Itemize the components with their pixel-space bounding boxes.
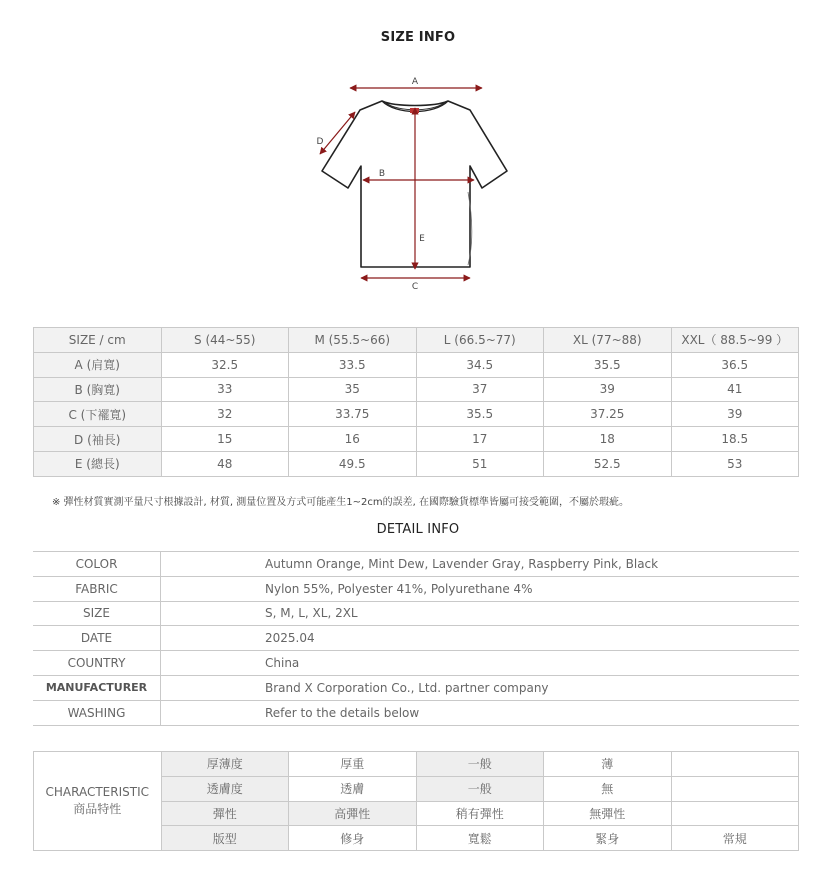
characteristic-attr: 彈性 xyxy=(161,801,289,826)
detail-value-fabric: Nylon 55%, Polyester 41%, Polyurethane 4% xyxy=(161,576,800,601)
size-value: 51 xyxy=(416,451,544,476)
characteristic-label-en: CHARACTERISTIC xyxy=(45,785,149,800)
size-col-header: L (66.5~77) xyxy=(416,328,544,353)
size-value: 33.5 xyxy=(289,352,417,377)
characteristic-option-selected: 一般 xyxy=(416,776,544,801)
detail-value-size: S, M, L, XL, 2XL xyxy=(161,601,800,626)
characteristic-label-zh: 商品特性 xyxy=(73,802,122,817)
table-row xyxy=(33,601,799,626)
size-value: 34.5 xyxy=(416,352,544,377)
size-col-header: XL (77~88) xyxy=(544,328,672,353)
size-value: 35 xyxy=(289,377,417,402)
table-row xyxy=(33,651,799,676)
detail-value-country: China xyxy=(161,651,800,676)
table-row xyxy=(33,626,799,651)
characteristic-attr: 厚薄度 xyxy=(161,752,289,777)
characteristic-attr: 版型 xyxy=(161,826,289,851)
size-col-header: SIZE / cm xyxy=(34,328,162,353)
characteristic-attr: 透膚度 xyxy=(161,776,289,801)
size-value: 49.5 xyxy=(289,451,417,476)
table-row xyxy=(34,451,799,476)
size-value: 48 xyxy=(161,451,289,476)
characteristic-option: 厚重 xyxy=(289,752,417,777)
detail-label-country: COUNTRY xyxy=(33,651,161,676)
detail-value-date: 2025.04 xyxy=(161,626,800,651)
characteristic-option: 稍有彈性 xyxy=(416,801,544,826)
detail-label-color: COLOR xyxy=(33,552,161,577)
size-value: 32 xyxy=(161,402,289,427)
size-value: 33 xyxy=(161,377,289,402)
size-value: 41 xyxy=(671,377,799,402)
size-table-header-row xyxy=(34,328,799,353)
size-value: 37 xyxy=(416,377,544,402)
table-row xyxy=(34,402,799,427)
detail-label-date: DATE xyxy=(33,626,161,651)
size-table xyxy=(33,327,799,477)
table-row xyxy=(34,427,799,452)
characteristic-option: 緊身 xyxy=(544,826,672,851)
size-value: 33.75 xyxy=(289,402,417,427)
measurement-label: D (袖長) xyxy=(34,427,162,452)
characteristic-option-selected: 一般 xyxy=(416,752,544,777)
size-value: 16 xyxy=(289,427,417,452)
size-value: 18.5 xyxy=(671,427,799,452)
characteristic-option xyxy=(671,801,799,826)
characteristic-option: 薄 xyxy=(544,752,672,777)
detail-info-title: DETAIL INFO xyxy=(376,522,460,537)
table-row xyxy=(34,352,799,377)
size-value: 53 xyxy=(671,451,799,476)
characteristic-option: 無彈性 xyxy=(544,801,672,826)
detail-label-manufacturer: MANUFACTURER xyxy=(33,675,161,700)
detail-value-color: Autumn Orange, Mint Dew, Lavender Gray, Raspberry Pink, Black xyxy=(161,552,800,577)
diagram-label-e: E xyxy=(419,234,425,244)
characteristic-option xyxy=(671,776,799,801)
diagram-label-b: B xyxy=(378,169,386,179)
size-value: 52.5 xyxy=(544,451,672,476)
detail-label-washing: WASHING xyxy=(33,700,161,725)
measurement-label: C (下襬寬) xyxy=(34,402,162,427)
size-value: 39 xyxy=(544,377,672,402)
measurement-label: B (胸寬) xyxy=(34,377,162,402)
characteristic-option: 修身 xyxy=(289,826,417,851)
size-col-header: M (55.5~66) xyxy=(289,328,417,353)
size-value: 18 xyxy=(544,427,672,452)
detail-label-size: SIZE xyxy=(33,601,161,626)
characteristic-option: 常規 xyxy=(671,826,799,851)
detail-value-manufacturer: Brand X Corporation Co., Ltd. partner company xyxy=(161,675,800,700)
detail-label-fabric: FABRIC xyxy=(33,576,161,601)
table-row xyxy=(33,552,799,577)
diagram-label-a: A xyxy=(411,77,419,87)
characteristic-option: 寬鬆 xyxy=(416,826,544,851)
table-row xyxy=(33,700,799,725)
size-value: 35.5 xyxy=(416,402,544,427)
characteristic-table xyxy=(33,751,799,851)
diagram-label-d: D xyxy=(316,137,324,147)
diagram-label-c: C xyxy=(411,282,419,292)
tshirt-measurement-diagram xyxy=(300,70,530,295)
table-row xyxy=(34,752,799,777)
size-value: 39 xyxy=(671,402,799,427)
measurement-label: A (肩寬) xyxy=(34,352,162,377)
characteristic-option xyxy=(671,752,799,777)
size-value: 17 xyxy=(416,427,544,452)
size-col-header: S (44~55) xyxy=(161,328,289,353)
table-row xyxy=(33,576,799,601)
characteristic-label xyxy=(34,752,162,851)
table-row xyxy=(33,675,799,700)
size-value: 35.5 xyxy=(544,352,672,377)
characteristic-option: 透膚 xyxy=(289,776,417,801)
measurement-label: E (總長) xyxy=(34,451,162,476)
detail-value-washing: Refer to the details below xyxy=(161,700,800,725)
size-value: 36.5 xyxy=(671,352,799,377)
size-value: 37.25 xyxy=(544,402,672,427)
size-value: 32.5 xyxy=(161,352,289,377)
table-row xyxy=(34,377,799,402)
measurement-note: ※ 彈性材質實測平量尺寸根據設計, 材質, 測量位置及方式可能產生1~2cm的誤差, 在國際驗貨標準皆屬可接受範圍，不屬於瑕疵。 xyxy=(52,497,629,508)
size-info-title: SIZE INFO xyxy=(380,30,456,45)
characteristic-option-selected: 高彈性 xyxy=(289,801,417,826)
detail-table xyxy=(33,551,799,726)
size-col-header: XXL（ 88.5~99 ） xyxy=(671,328,799,353)
characteristic-option: 無 xyxy=(544,776,672,801)
size-value: 15 xyxy=(161,427,289,452)
